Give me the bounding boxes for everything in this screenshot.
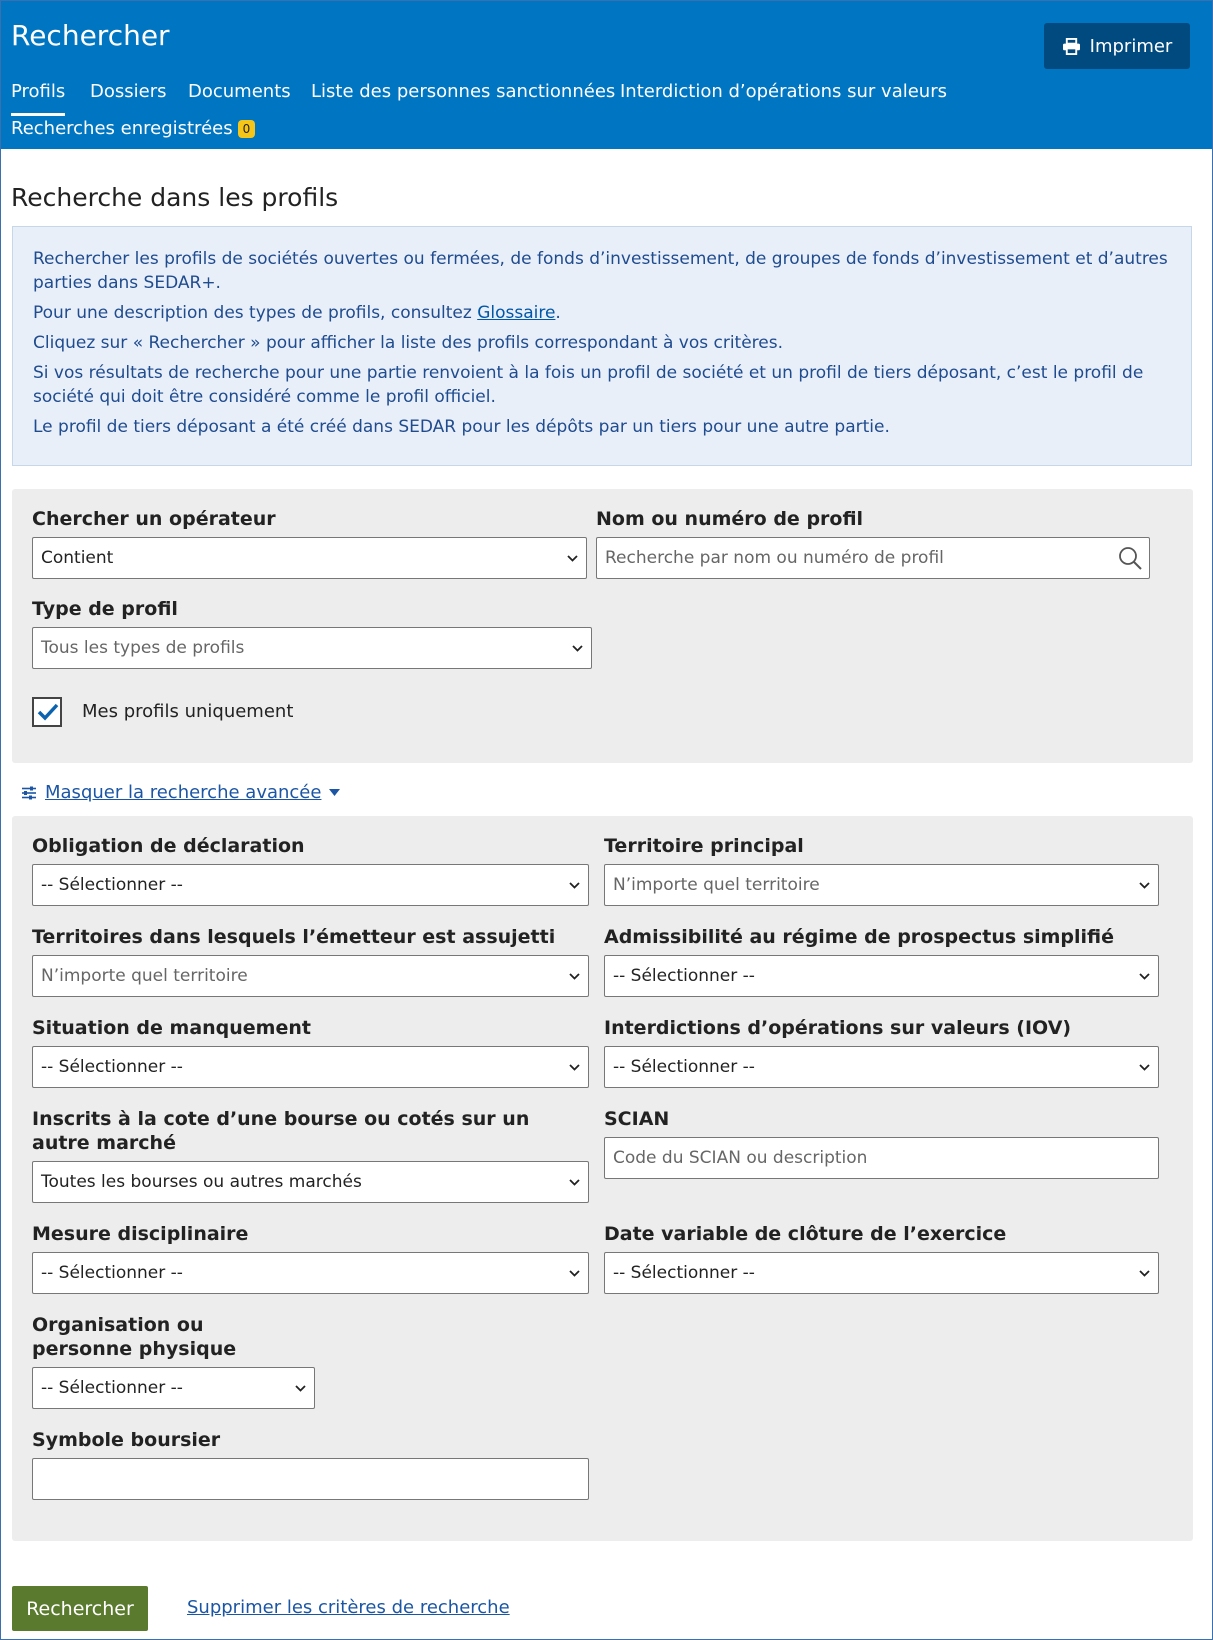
saved-searches-link[interactable]	[11, 118, 255, 139]
profile-name-input[interactable]	[596, 537, 1150, 579]
cto-label: Interdictions d’opérations sur valeurs (IOV)	[604, 1017, 1072, 1039]
symbol-input[interactable]	[32, 1458, 589, 1500]
profile-type-select[interactable]	[32, 627, 592, 669]
my-profiles-checkbox[interactable]	[32, 697, 62, 727]
caret-down-icon	[329, 789, 340, 796]
chevron-down-icon	[569, 1064, 580, 1071]
listed-label: Inscrits à la cote d’une bourse ou cotés sur un autre marché	[32, 1108, 530, 1154]
naics-placeholder: Code du SCIAN ou description	[613, 1148, 868, 1168]
disciplinary-select[interactable]	[32, 1252, 589, 1294]
info-line-4: Si vos résultats de recherche pour une partie renvoient à la fois un profil de société et un profil de tiers déposant, c’est le profil de société qui doit être considéré comme le profil officiel.	[33, 363, 1144, 407]
advanced-search-panel	[12, 816, 1193, 1541]
chevron-down-icon	[1139, 1270, 1150, 1277]
chevron-down-icon	[569, 973, 580, 980]
reporting-label: Obligation de déclaration	[32, 835, 305, 857]
disciplinary-label: Mesure disciplinaire	[32, 1223, 249, 1245]
disciplinary-value: -- Sélectionner --	[41, 1263, 183, 1283]
advanced-search-toggle-label: Masquer la recherche avancée	[45, 782, 322, 803]
year-end-label: Date variable de clôture de l’exercice	[604, 1223, 1007, 1245]
saved-searches-label: Recherches enregistrées	[11, 118, 233, 139]
tab-sanctioned-persons[interactable]: Liste des personnes sanctionnées	[311, 81, 616, 102]
chevron-down-icon	[295, 1385, 306, 1392]
default-status-label: Situation de manquement	[32, 1017, 311, 1039]
glossary-link[interactable]: Glossaire	[477, 303, 556, 323]
cto-value: -- Sélectionner --	[613, 1057, 755, 1077]
search-button[interactable]: Rechercher	[12, 1586, 148, 1631]
profile-type-value: Tous les types de profils	[41, 638, 245, 658]
page-title: Recherche dans les profils	[11, 183, 339, 212]
chevron-down-icon	[1139, 1064, 1150, 1071]
cto-select[interactable]	[604, 1046, 1159, 1088]
checkmark-icon	[37, 703, 59, 721]
org-person-select[interactable]	[32, 1367, 315, 1409]
info-line-1: Rechercher les profils de sociétés ouvertes ou fermées, de fonds d’investissement, de groupes de fonds d’investissement et d’autres parties dans SEDAR+.	[33, 249, 1168, 293]
territories-label: Territoires dans lesquels l’émetteur est assujetti	[32, 926, 556, 948]
chevron-down-icon	[567, 555, 578, 562]
org-person-label: Organisation ou personne physique	[32, 1314, 237, 1360]
territories-value: N’importe quel territoire	[41, 966, 248, 986]
principal-territory-value: N’importe quel territoire	[613, 875, 820, 895]
my-profiles-label: Mes profils uniquement	[82, 701, 294, 722]
print-button[interactable]	[1044, 23, 1190, 69]
default-status-value: -- Sélectionner --	[41, 1057, 183, 1077]
basic-search-panel	[12, 489, 1193, 763]
chevron-down-icon	[569, 1270, 580, 1277]
chevron-down-icon	[1139, 973, 1150, 980]
advanced-search-toggle[interactable]	[21, 782, 340, 803]
operator-select[interactable]	[32, 537, 587, 579]
reporting-select[interactable]	[32, 864, 589, 906]
info-line-5: Le profil de tiers déposant a été créé dans SEDAR pour les dépôts par un tiers pour une autre partie.	[33, 417, 890, 437]
listed-value: Toutes les bourses ou autres marchés	[41, 1172, 362, 1192]
app-title: Rechercher	[11, 19, 170, 52]
print-label: Imprimer	[1089, 35, 1173, 57]
sliders-icon	[21, 786, 37, 800]
default-status-select[interactable]	[32, 1046, 589, 1088]
header-bar	[1, 1, 1212, 149]
principal-territory-label: Territoire principal	[604, 835, 804, 857]
operator-label: Chercher un opérateur	[32, 508, 276, 530]
org-person-value: -- Sélectionner --	[41, 1378, 183, 1398]
info-box	[12, 226, 1192, 466]
short-form-select[interactable]	[604, 955, 1159, 997]
info-line-3: Cliquez sur « Rechercher » pour afficher la liste des profils correspondant à vos critères.	[33, 333, 784, 353]
info-line-2-suffix: .	[555, 303, 561, 323]
territories-select[interactable]	[32, 955, 589, 997]
profile-type-label: Type de profil	[32, 598, 178, 620]
tab-profils[interactable]: Profils	[11, 81, 66, 102]
clear-criteria-link[interactable]: Supprimer les critères de recherche	[187, 1597, 510, 1618]
tab-cease-trade-orders[interactable]: Interdiction d’opérations sur valeurs	[620, 81, 947, 102]
naics-label: SCIAN	[604, 1108, 670, 1130]
operator-value: Contient	[41, 548, 114, 568]
year-end-select[interactable]	[604, 1252, 1159, 1294]
profile-name-placeholder: Recherche par nom ou numéro de profil	[605, 548, 944, 568]
tab-documents[interactable]: Documents	[188, 81, 291, 102]
search-icon[interactable]	[1117, 545, 1143, 571]
chevron-down-icon	[569, 1179, 580, 1186]
symbol-label: Symbole boursier	[32, 1429, 221, 1451]
listed-select[interactable]	[32, 1161, 589, 1203]
chevron-down-icon	[1139, 882, 1150, 889]
short-form-value: -- Sélectionner --	[613, 966, 755, 986]
reporting-value: -- Sélectionner --	[41, 875, 183, 895]
year-end-value: -- Sélectionner --	[613, 1263, 755, 1283]
chevron-down-icon	[569, 882, 580, 889]
info-line-2-text: Pour une description des types de profils, consultez	[33, 303, 478, 323]
principal-territory-select[interactable]	[604, 864, 1159, 906]
info-line-2	[33, 301, 1171, 325]
naics-input[interactable]	[604, 1137, 1159, 1179]
printer-icon	[1062, 38, 1081, 55]
short-form-label: Admissibilité au régime de prospectus simplifié	[604, 926, 1115, 948]
tab-dossiers[interactable]: Dossiers	[90, 81, 167, 102]
saved-searches-count-badge: 0	[238, 120, 256, 138]
chevron-down-icon	[572, 645, 583, 652]
profile-name-label: Nom ou numéro de profil	[596, 508, 864, 530]
